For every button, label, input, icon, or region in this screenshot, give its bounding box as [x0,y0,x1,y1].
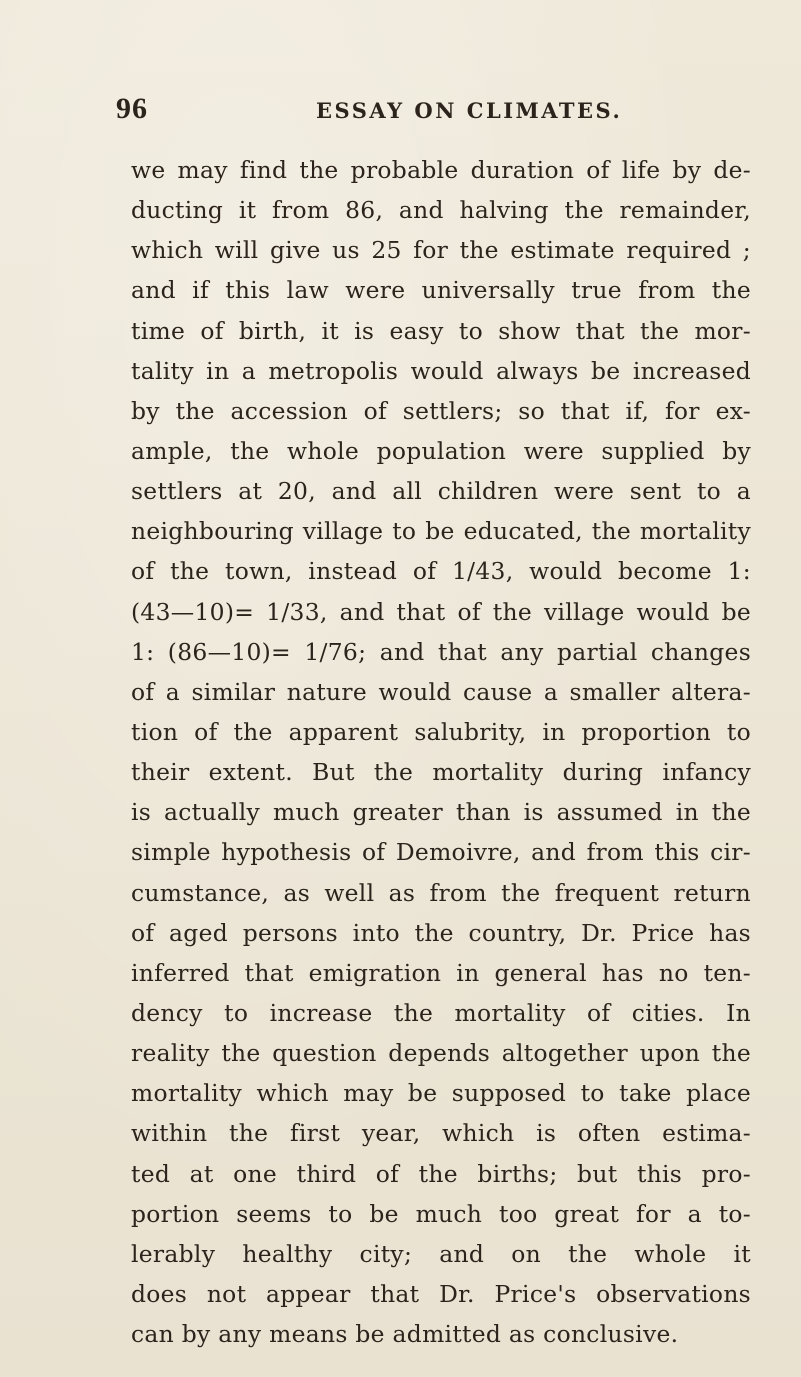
text-line: which will give us 25 for the estimate required ; [131,236,751,265]
text-line: and if this law were universally true from the [131,276,751,305]
text-line: ample, the whole population were supplied by [131,436,751,465]
text-line: of a similar nature would cause a smaller altera- [131,677,751,706]
body-text [131,150,751,1354]
text-line: by the accession of settlers; so that if, for ex- [131,396,751,425]
text-line: portion seems to be much too great for a to- [131,1199,751,1228]
page-header [116,92,676,132]
text-line: their extent. But the mortality during infancy [131,758,751,787]
text-line: we may find the probable duration of life by de- [131,156,751,184]
text-line: of aged persons into the country, Dr. Price has [131,918,751,947]
text-line: tality in a metropolis would always be increased [131,356,751,385]
text-line: (43—10)= 1/33, and that of the village would be [131,597,751,626]
text-line: simple hypothesis of Demoivre, and from this cir- [131,838,751,867]
text-line: does not appear that Dr. Price's observations [131,1279,751,1308]
text-line: can by any means be admitted as conclusive. [131,1320,679,1349]
text-line: of the town, instead of 1/43, would become 1: [131,557,751,586]
text-line: dency to increase the mortality of cities. In [131,998,751,1027]
text-line: lerably healthy city; and on the whole it [131,1239,751,1268]
text-line: ducting it from 86, and halving the remainder, [131,196,751,225]
text-line: inferred that emigration in general has no ten- [131,958,751,987]
text-line: mortality which may be supposed to take place [131,1079,751,1108]
text-line: settlers at 20, and all children were sent to a [131,477,751,506]
text-line: within the first year, which is often estima- [131,1119,751,1148]
text-line: reality the question depends altogether upon the [131,1039,751,1068]
text-line: tion of the apparent salubrity, in proportion to [131,717,751,746]
text-line: 1: (86—10)= 1/76; and that any partial changes [131,637,751,666]
text-line: is actually much greater than is assumed in the [131,798,751,827]
running-title: ESSAY ON CLIMATES. [316,98,623,123]
page-number: 96 [116,92,148,125]
text-line: time of birth, it is easy to show that the mor- [131,316,751,345]
text-line: cumstance, as well as from the frequent return [131,878,751,907]
text-line: ted at one third of the births; but this pro- [131,1159,751,1188]
text-line: neighbouring village to be educated, the mortality [131,517,751,546]
